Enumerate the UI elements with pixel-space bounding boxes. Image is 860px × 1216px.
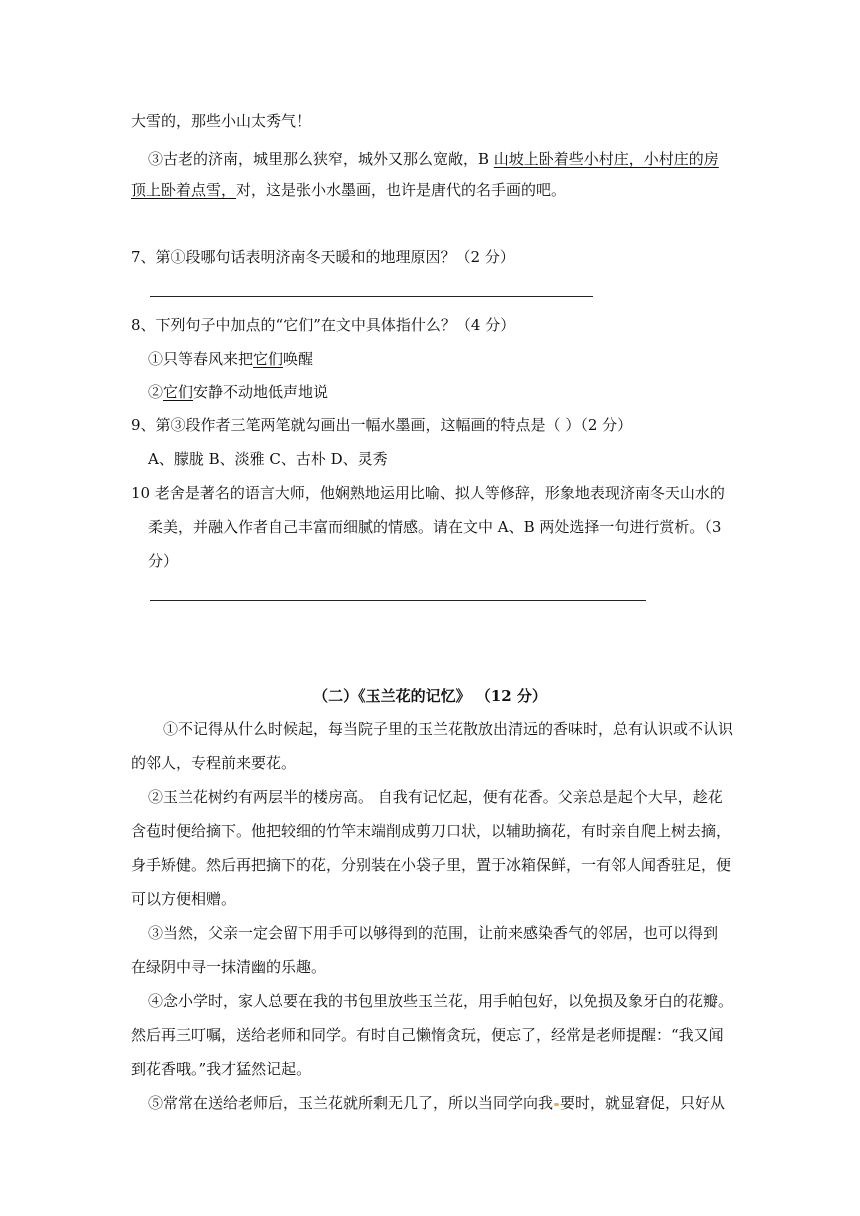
question-9-options: A、朦胧 B、淡雅 C、古朴 D、灵秀 [148,450,388,468]
p2-line3: 身手矫健。然后再把摘下的花，分别装在小袋子里，置于冰箱保鲜，一有邻人闻香驻足，便 [131,856,732,874]
passage1-line-end: 大雪的，那些小山太秀气！ [131,112,312,130]
question-8-sentence-2 [148,382,328,402]
ink-speck-mark [554,1103,559,1106]
p1-line1: ①不记得从什么时候起，每当院子里的玉兰花散放出清远的香味时，总有认识或不认识 [163,720,734,738]
question-8-sentence-1 [148,349,313,369]
p2-line2: 含苞时便给摘下。他把较细的竹竿末端削成剪刀口状，以辅助摘花，有时亲自爬上树去摘， [131,822,732,840]
sentence-b-underlined-2: 顶上卧着点雪， [131,181,237,199]
answer-line-q10[interactable] [150,600,646,601]
p1-line2: 的邻人，专程前来要花。 [131,754,297,772]
q8-s1-post: 唤醒 [283,350,314,368]
q8-s1-word: 它们 [253,350,284,368]
q8-s1-pre: ①只等春风来把 [148,350,254,368]
p4-line1: ④念小学时，家人总要在我的书包里放些玉兰花，用手帕包好，以免损及象牙白的花瓣。 [148,992,734,1010]
p4-line2: 然后再三叮嘱，送给老师和同学。有时自己懒惰贪玩，便忘了，经常是老师提醒：“我又闻 [131,1026,724,1044]
para3-start: ③古老的济南，城里那么狭窄，城外又那么宽敞，B [148,150,494,168]
q8-s2-post: 安静不动地低声地说 [193,383,329,401]
question-10-line2: 柔美，并融入作者自己丰富而细腻的情感。请在文中 A、B 两处选择一句进行赏析。（3 [148,518,722,536]
p3-line1: ③当然，父亲一定会留下用手可以够得到的范围，让前来感染香气的邻居，也可以得到 [148,924,719,942]
p3-line2: 在绿阴中寻一抹清幽的乐趣。 [131,958,327,976]
answer-line-q7[interactable] [150,296,593,297]
p5-pre: ⑤常常在送给老师后，玉兰花就所剩无几了，所以当同学向我 [148,1094,554,1112]
p4-line3: 到花香哦。”我才猛然记起。 [131,1060,312,1078]
para3-end: 对，这是张小水墨画，也许是唐代的名手画的吧。 [236,181,567,199]
p2-line4: 可以方便相赠。 [131,890,237,908]
question-10-line1: 10 老舍是著名的语言大师，他娴熟地运用比喻、拟人等修辞，形象地表现济南冬天山水的 [131,484,725,502]
p5-post: 要时，就显窘促，只好从 [560,1094,726,1112]
question-8: 8、下列句子中加点的“它们”在文中具体指什么？（4 分） [131,316,516,334]
question-7: 7、第①段哪句话表明济南冬天暖和的地理原因？（2 分） [131,248,515,266]
sentence-b-underlined-1: 山坡上卧着些小村庄，小村庄的房 [493,150,719,168]
q8-s2-pre: ② [148,383,164,401]
passage2-title: （二）《玉兰花的记忆》 （12 分） [313,687,547,705]
passage1-para3-line2 [131,180,566,200]
question-9: 9、第③段作者三笔两笔就勾画出一幅水墨画，这幅画的特点是（ ）（2 分） [131,416,633,434]
question-10-line3: 分） [148,552,179,570]
q8-s2-word: 它们 [163,383,194,401]
passage1-para3-line1 [148,149,719,169]
p2-line1: ②玉兰花树约有两层半的楼房高。 自我有记忆起，便有花香。父亲总是起个大早，趁花 [148,788,723,806]
p5-line1 [148,1093,725,1113]
